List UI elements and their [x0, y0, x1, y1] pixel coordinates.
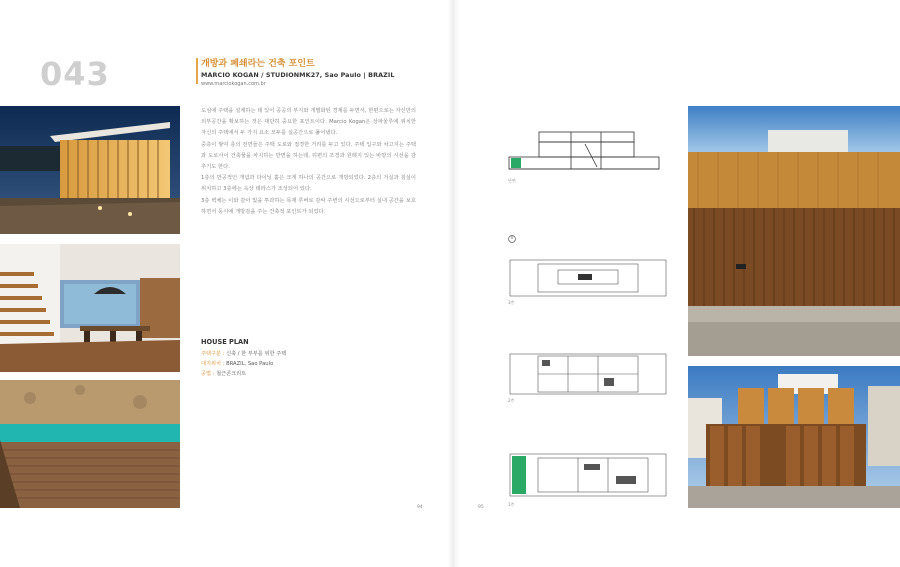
house-plan-row — [201, 350, 286, 357]
house-plan-label: 공법 : — [201, 371, 215, 377]
body-paragraph: 1층의 반공적인 개념과 다이닝 홀은 크게 하나의 공간으로 개방되었다. 2층의 거실과 침실이 위치하고 3층에는 옥상 테라스가 조성되어 있다. — [201, 175, 416, 193]
floor3-plan — [508, 258, 668, 298]
floor3-label: 3층 — [508, 300, 515, 305]
project-number: 043 — [40, 55, 110, 93]
page-number-left: 94 — [417, 505, 423, 510]
page-number-right: 95 — [478, 505, 484, 510]
photo-facade-wood — [688, 106, 900, 356]
house-plan-value: 신축 / 한 부부를 위한 주택 — [226, 351, 287, 357]
house-plan-label: 주택구분 : — [201, 351, 225, 357]
title-accent-bar — [196, 58, 198, 84]
house-plan-row — [201, 360, 273, 367]
floor2-label: 2층 — [508, 398, 515, 403]
page-gutter — [448, 0, 460, 567]
photo-pool-deck — [0, 380, 180, 508]
house-plan-value: 철근콘크리트 — [216, 371, 247, 377]
architect-line: MARCIO KOGAN / STUDIONMK27, Sao Paulo | BRAZIL — [201, 71, 395, 79]
house-plan-label: 대지위치 : — [201, 361, 225, 367]
body-paragraph: 중층이 쌓여 층의 전면들은 주택 도로와 접경한 거리를 두고 있다. 주택 입구와 차고지는 주택과 도로사이 건축물을 차지하는 반면을 하는데, 뒤편의 조경과 원래지 있는 바깥의 시선을 감추기도 한다. — [201, 141, 416, 171]
article-title: 개방과 폐쇄라는 건축 포인트 — [201, 59, 315, 69]
photo-exterior-night — [0, 106, 180, 234]
section-label: 단면 — [508, 178, 516, 183]
website-link[interactable]: www.marciokogan.com.br — [201, 81, 266, 87]
house-plan-heading: HOUSE PLAN — [201, 338, 249, 346]
body-paragraph: 도심에 주택을 설계하는 데 있어 공공의 부지와 개별화된 경계를 두면서, 한편으로는 자신만의 외부공간을 확보하는 것은 대단히 중요한 포인트이다. Marcio Kogan은 상파울루에 위치한 자신의 주택에서 두 가지 요소 모두를 실공간으로 풀어냈다. — [201, 108, 416, 137]
floor1-plan — [508, 452, 668, 498]
section-drawing — [505, 122, 670, 184]
house-plan-value: BRAZIL, Sao Paulo — [226, 361, 274, 367]
body-paragraph: 3층 벽체는 이와 같이 빛을 투과하는 목재 루버로 감싸 주변의 시선으로부터 실내 공간을 보호하면서 동시에 개방감을 주는 건축적 포인트가 되었다. — [201, 197, 416, 215]
photo-interior-dining — [0, 244, 180, 372]
floor2-plan — [508, 352, 668, 396]
floor1-label: 1층 — [508, 502, 515, 507]
article-body — [201, 106, 416, 218]
photo-facade-open-louvers — [688, 366, 900, 508]
north-arrow-icon — [508, 228, 516, 236]
house-plan-row — [201, 370, 246, 377]
